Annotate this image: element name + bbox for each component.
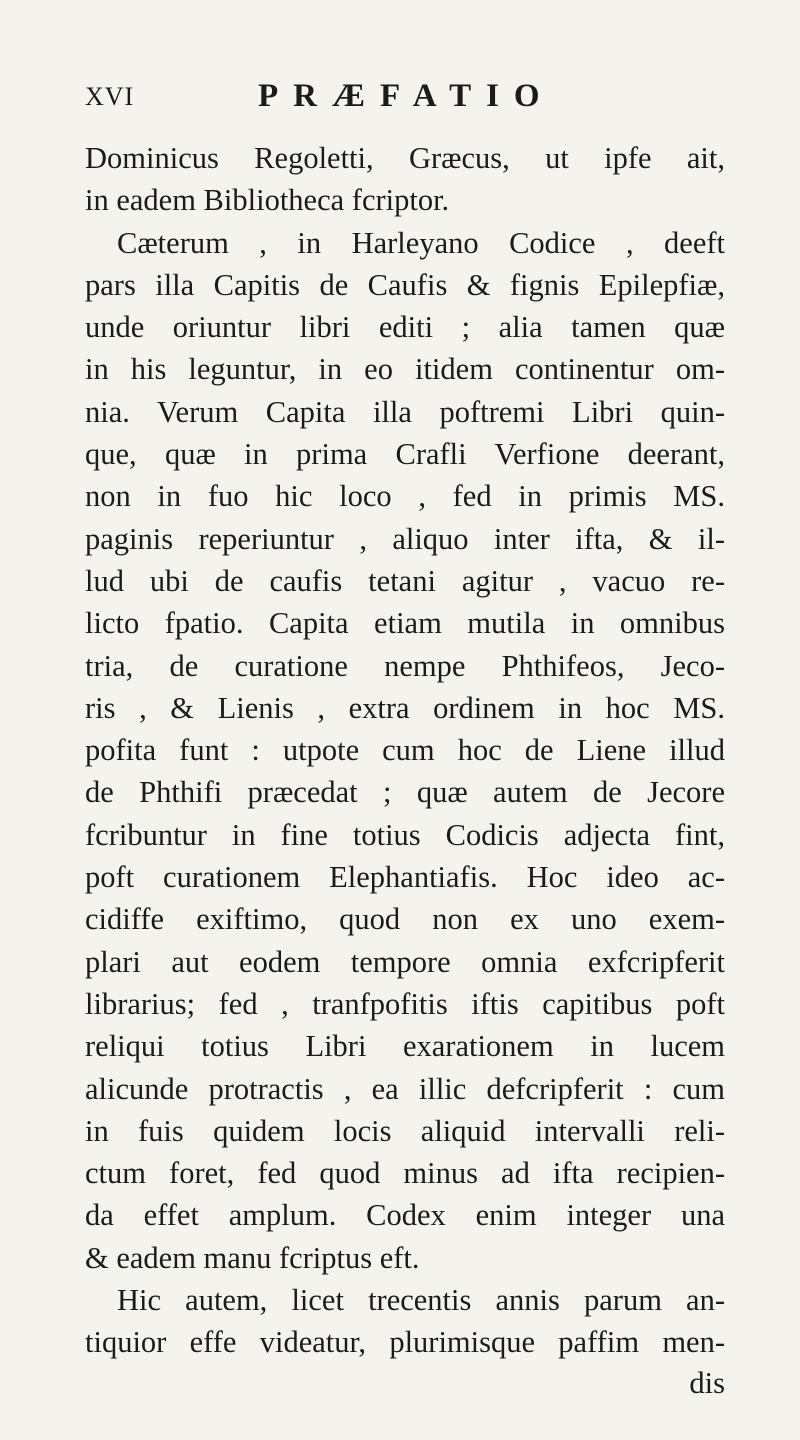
text-line: Dominicus Regoletti, Græcus, ut ipfe ait, xyxy=(85,141,725,175)
text-line: que, quæ in prima Crafli Verfione deerant, xyxy=(85,437,725,472)
text-line: pars illa Capitis de Caufis & fignis Epilepfiæ, xyxy=(85,267,725,302)
text-line: Cæterum , in Harleyano Codice , deeft xyxy=(117,225,725,260)
text-line: paginis reperiuntur , aliquo inter ifta, & il- xyxy=(85,521,725,556)
text-line: poft curationem Elephantiafis. Hoc ideo ac- xyxy=(85,860,725,895)
text-line: lud ubi de caufis tetani agitur , vacuo re- xyxy=(85,563,725,598)
running-title: PRÆFATIO xyxy=(258,78,555,114)
text-line: licto fpatio. Capita etiam mutila in omnibus xyxy=(85,606,725,641)
text-line: tiquior effe videatur, plurimisque paffim men- xyxy=(85,1325,725,1360)
text-line: fcribuntur in fine totius Codicis adjecta fint, xyxy=(85,817,725,852)
text-line: ctum foret, fed quod minus ad ifta recipien- xyxy=(85,1156,725,1191)
text-line: reliqui totius Libri exarationem in lucem xyxy=(85,1029,725,1064)
text-line: unde oriuntur libri editi ; alia tamen quæ xyxy=(85,310,725,345)
text-line: in his leguntur, in eo itidem continentur om- xyxy=(85,352,725,387)
text-line: ris , & Lienis , extra ordinem in hoc MS. xyxy=(85,690,725,725)
text-line: pofita funt : utpote cum hoc de Liene illud xyxy=(85,733,725,768)
text-line: & eadem manu fcriptus eft. xyxy=(85,1240,420,1275)
text-line: tria, de curatione nempe Phthifeos, Jeco- xyxy=(85,648,725,683)
text-line: da effet amplum. Codex enim integer una xyxy=(85,1198,725,1233)
folio-number: XVI xyxy=(85,82,135,111)
text-line: in fuis quidem locis aliquid intervalli reli- xyxy=(85,1113,725,1148)
text-line: plari aut eodem tempore omnia exfcripferit xyxy=(85,944,725,979)
text-line: nia. Verum Capita illa poftremi Libri quin- xyxy=(85,394,725,429)
text-line: in eadem Bibliotheca fcriptor. xyxy=(85,183,450,218)
text-line: cidiffe exiftimo, quod non ex uno exem- xyxy=(85,902,725,937)
text-line: alicunde protractis , ea illic defcripferit : cum xyxy=(85,1071,725,1106)
body-text xyxy=(85,137,725,1364)
page-header xyxy=(85,78,725,128)
catchword: dis xyxy=(689,1366,725,1400)
text-line: non in fuo hic loco , fed in primis MS. xyxy=(85,479,725,514)
text-line: de Phthifi præcedat ; quæ autem de Jecore xyxy=(85,775,725,810)
text-line: librarius; fed , tranfpofitis iftis capitibus poft xyxy=(85,986,725,1021)
text-line: Hic autem, licet trecentis annis parum an- xyxy=(117,1283,725,1318)
